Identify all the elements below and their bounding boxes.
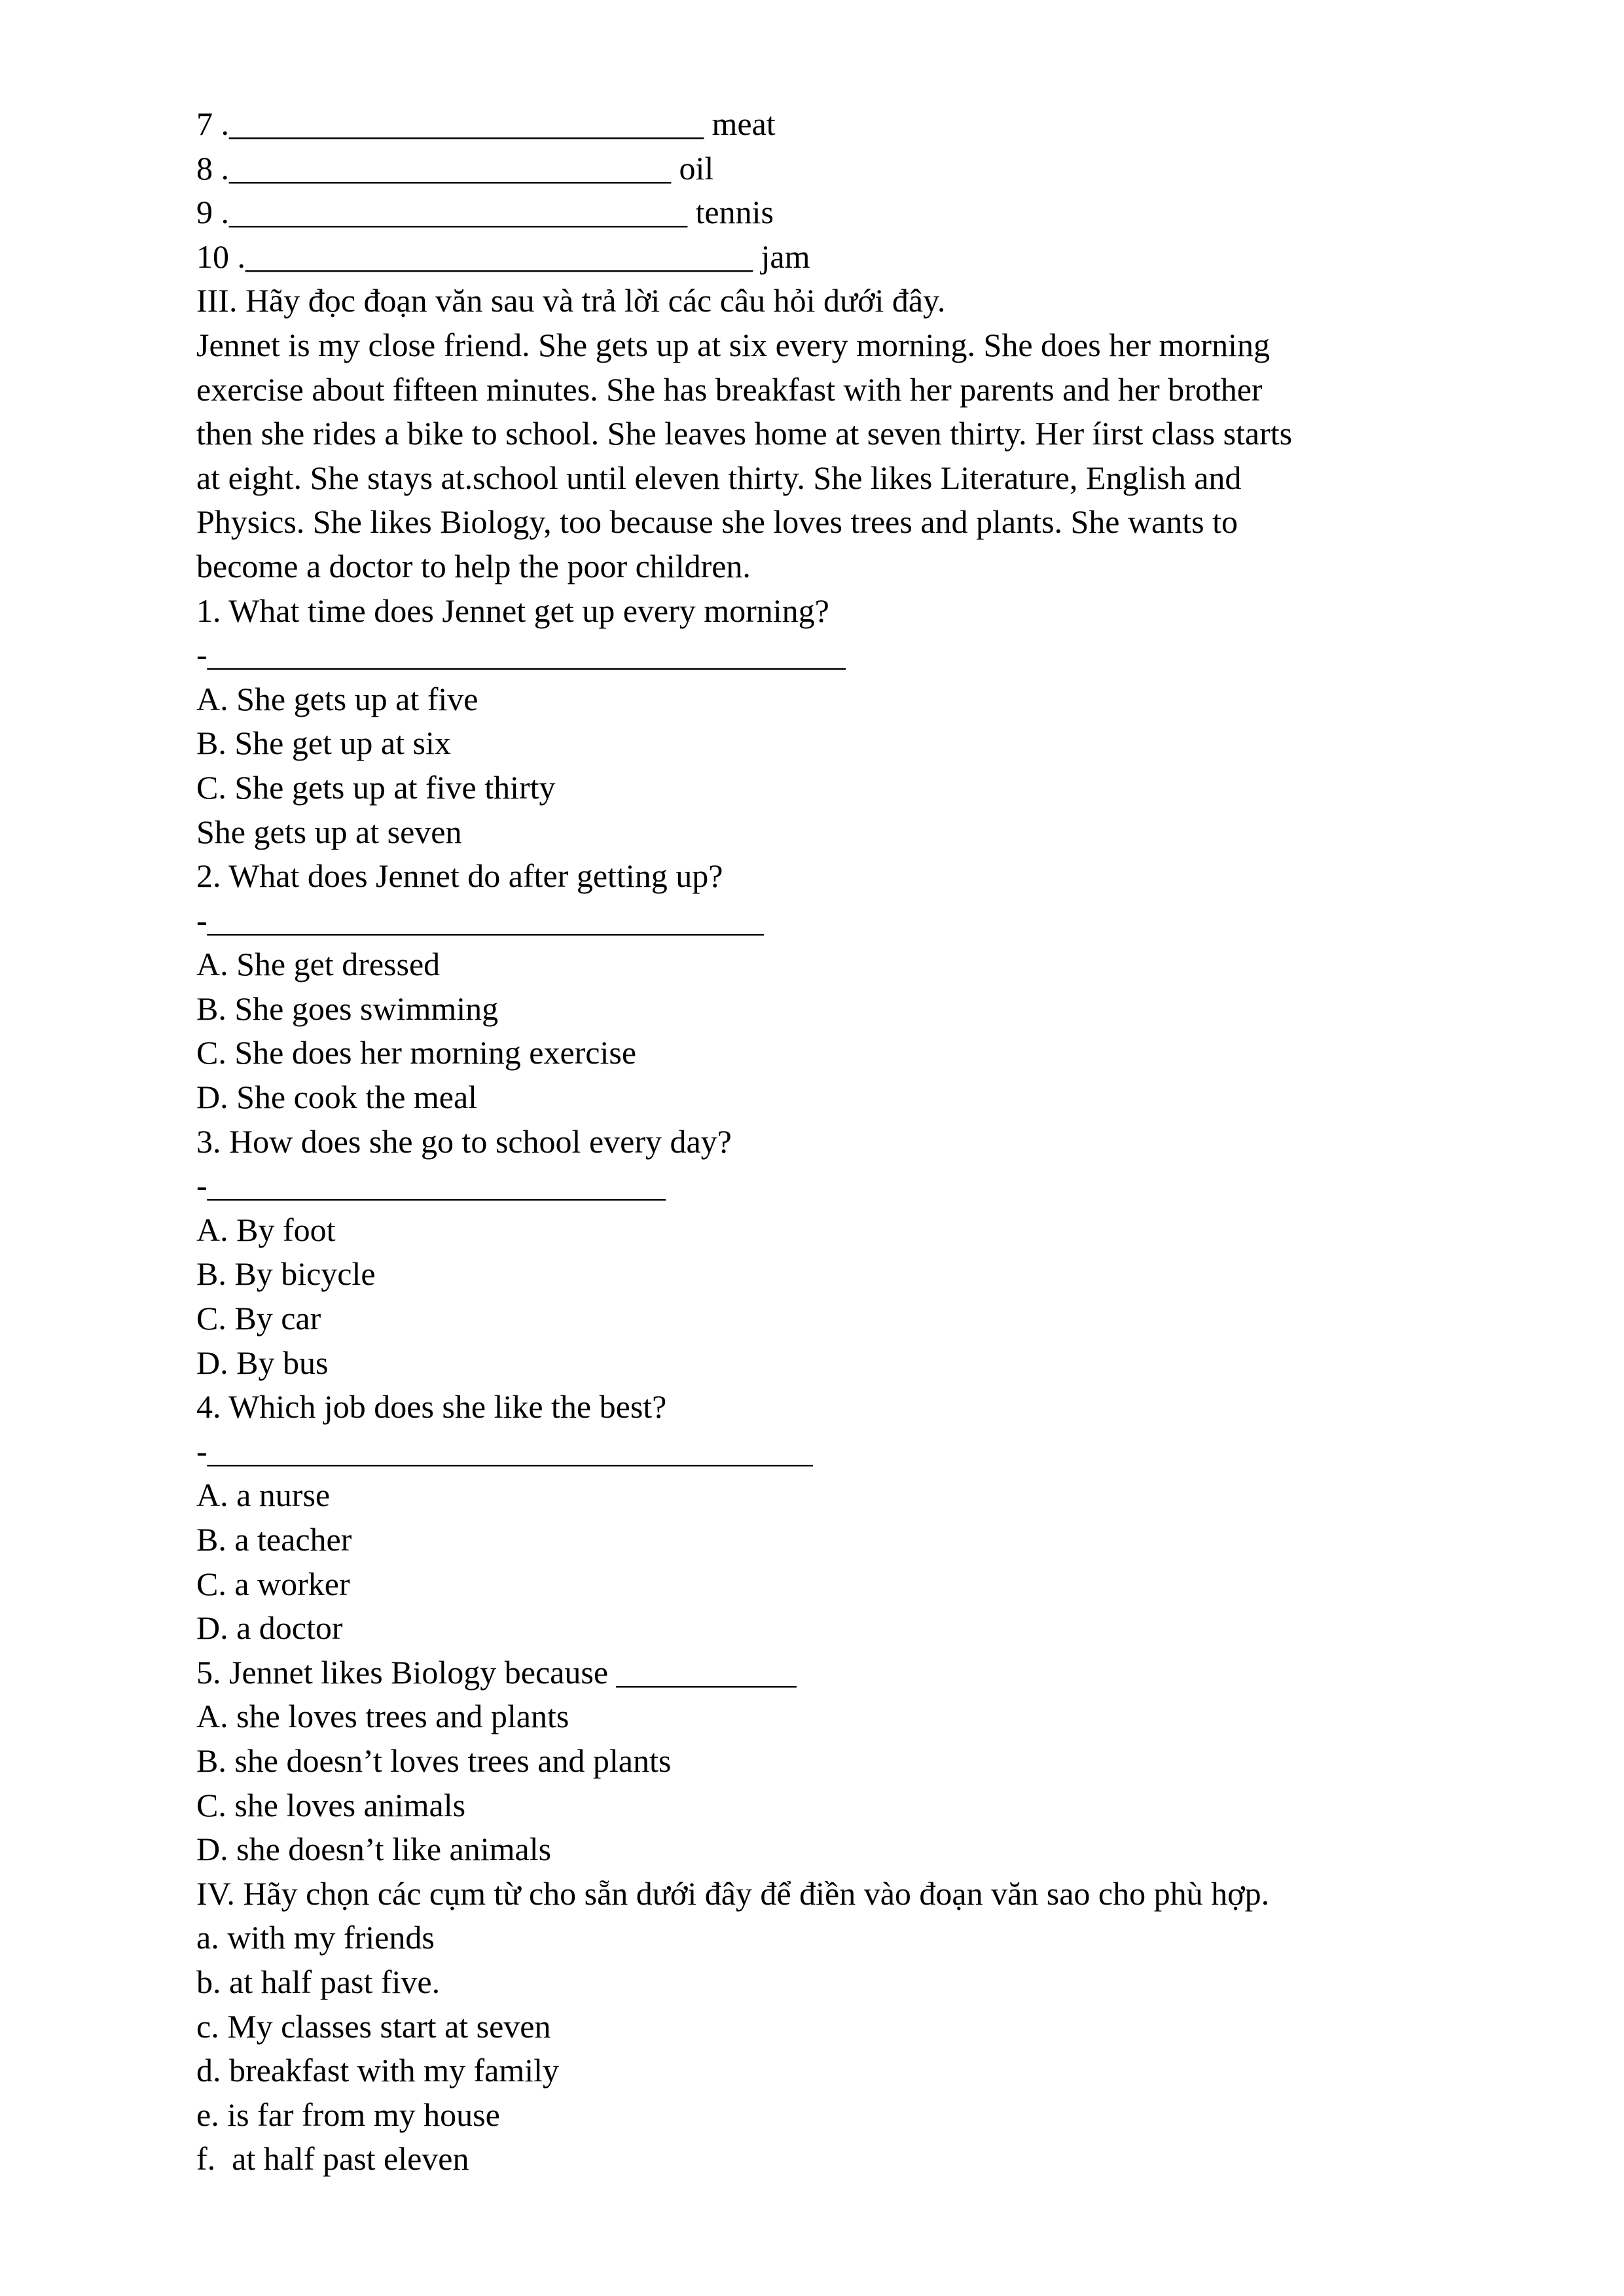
passage-line: at eight. She stays at.school until eleven thirty. She likes Literature, English and [196,459,1242,496]
option: A. she loves trees and plants [196,1698,569,1735]
option: C. she loves animals [196,1786,466,1823]
vocab-item [196,102,1506,147]
option: A. a nurse [196,1477,331,1514]
item-word: oil [671,149,714,187]
vocab-item [196,235,1506,279]
vocab-item [196,147,1506,191]
phrase-option: e. is far from my house [196,2096,500,2133]
question: 1. What time does Jennet get up every morning? [196,592,829,629]
option: B. she doesn’t loves trees and plants [196,1742,672,1779]
section-heading: IV. Hãy chọn các cụm từ cho sẵn dưới đây để điền vào đoạn văn sao cho phù hợp. [196,1874,1270,1912]
option: She gets up at seven [196,813,462,850]
item-word: meat [704,105,776,142]
worksheet-page [196,102,1506,2181]
answer-line: -_____________________________________ [196,1432,813,1469]
passage-line: Jennet is my close friend. She gets up at six every morning. She does her morning [196,326,1270,363]
blank-line: _____________________________ [229,105,704,142]
passage-line: then she rides a bike to school. She leaves home at seven thirty. Her íirst class starts [196,415,1293,452]
question: 5. Jennet likes Biology because ___________ [196,1653,797,1691]
section-heading: III. Hãy đọc đoạn văn sau và trả lời các câu hỏi dưới đây. [196,282,946,319]
option: B. a teacher [196,1521,352,1558]
vocab-item [196,190,1506,235]
option: A. She gets up at five [196,680,478,717]
item-number: 8 . [196,149,229,187]
item-word: tennis [687,194,774,231]
item-number: 7 . [196,105,229,142]
phrase-option: b. at half past five. [196,1963,441,2000]
option: A. By foot [196,1211,336,1248]
item-number: 9 . [196,194,229,231]
blank-line: ____________________________ [229,194,687,231]
option: C. She gets up at five thirty [196,768,556,806]
blank-line: _______________________________ [245,238,753,275]
answer-line: -_______________________________________ [196,636,846,673]
question: 4. Which job does she like the best? [196,1388,667,1426]
passage-line: become a doctor to help the poor children. [196,547,751,584]
answer-line: -____________________________ [196,1167,666,1204]
option: A. She get dressed [196,946,441,983]
option: D. a doctor [196,1609,343,1647]
option: D. By bus [196,1344,329,1381]
option: D. she doesn’t like animals [196,1831,552,1868]
answer-line: -__________________________________ [196,901,764,939]
option: D. She cook the meal [196,1079,478,1116]
question: 2. What does Jennet do after getting up? [196,857,723,895]
passage-line: Physics. She likes Biology, too because she loves trees and plants. She wants to [196,503,1238,541]
phrase-option: a. with my friends [196,1919,435,1956]
item-word: jam [753,238,810,275]
option: B. By bicycle [196,1255,376,1293]
passage-line: exercise about fifteen minutes. She has breakfast with her parents and her brother [196,370,1263,408]
phrase-option: c. My classes start at seven [196,2007,551,2045]
option: C. She does her morning exercise [196,1034,637,1071]
question: 3. How does she go to school every day? [196,1122,732,1160]
option: B. She get up at six [196,725,451,762]
blank-line: ___________________________ [229,149,671,187]
item-number: 10 . [196,238,245,275]
option: B. She goes swimming [196,990,499,1027]
phrase-option: d. breakfast with my family [196,2052,560,2089]
option: C. a worker [196,1565,350,1602]
phrase-option: f. at half past eleven [196,2140,469,2178]
option: C. By car [196,1300,321,1337]
